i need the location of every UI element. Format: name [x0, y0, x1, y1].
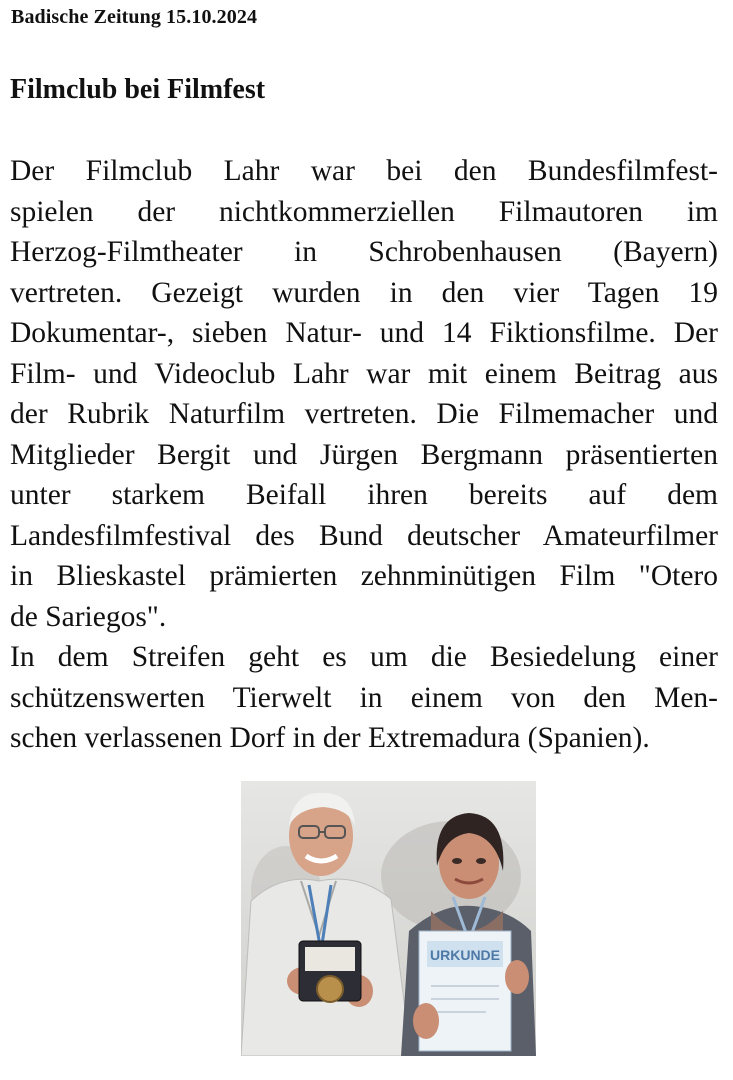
photo-illustration — [241, 781, 536, 1056]
text-line: in Blieskastel prämierten zehnminütigen Film "Otero — [10, 560, 718, 592]
medal-icon — [317, 976, 343, 1002]
text-line: schützenswerten Tierwelt in einem von den Men- — [10, 681, 718, 714]
text-line: Herzog-Filmtheater in Schrobenhausen (Bayern) — [10, 236, 718, 268]
text-line: Film- und Videoclub Lahr war mit einem Beitrag aus — [10, 357, 718, 390]
article-paragraph-2 — [10, 637, 718, 759]
article-photo — [241, 781, 536, 1056]
text-line: Dokumentar-, sieben Natur- und 14 Fiktionsfilme. Der — [10, 317, 718, 349]
text-line: de Sariegos". — [10, 600, 167, 633]
text-line: vertreten. Gezeigt wurden in den vier Tagen 19 — [10, 276, 718, 309]
newspaper-source-date: Badische Zeitung 15.10.2024 — [11, 6, 258, 28]
article-headline: Filmclub bei Filmfest — [10, 74, 266, 105]
text-line: In dem Streifen geht es um die Besiedelung einer — [10, 641, 718, 673]
text-line: Landesfilmfestival des Bund deutscher Amateurfilmer — [10, 519, 718, 552]
text-line: schen verlassenen Dorf in der Extremadura (Spanien). — [10, 722, 650, 754]
text-line: der Rubrik Naturfilm vertreten. Die Filmemacher und — [10, 398, 718, 430]
text-line: Der Filmclub Lahr war bei den Bundesfilmfest- — [10, 155, 718, 187]
text-line: Mitglieder Bergit und Jürgen Bergmann präsentierten — [10, 438, 718, 471]
text-line: spielen der nichtkommerziellen Filmautoren im — [10, 195, 718, 228]
article-body — [10, 151, 718, 759]
article-paragraph-1 — [10, 151, 718, 637]
certificate-label: URKUNDE — [430, 947, 500, 963]
text-line: unter starkem Beifall ihren bereits auf dem — [10, 479, 718, 511]
